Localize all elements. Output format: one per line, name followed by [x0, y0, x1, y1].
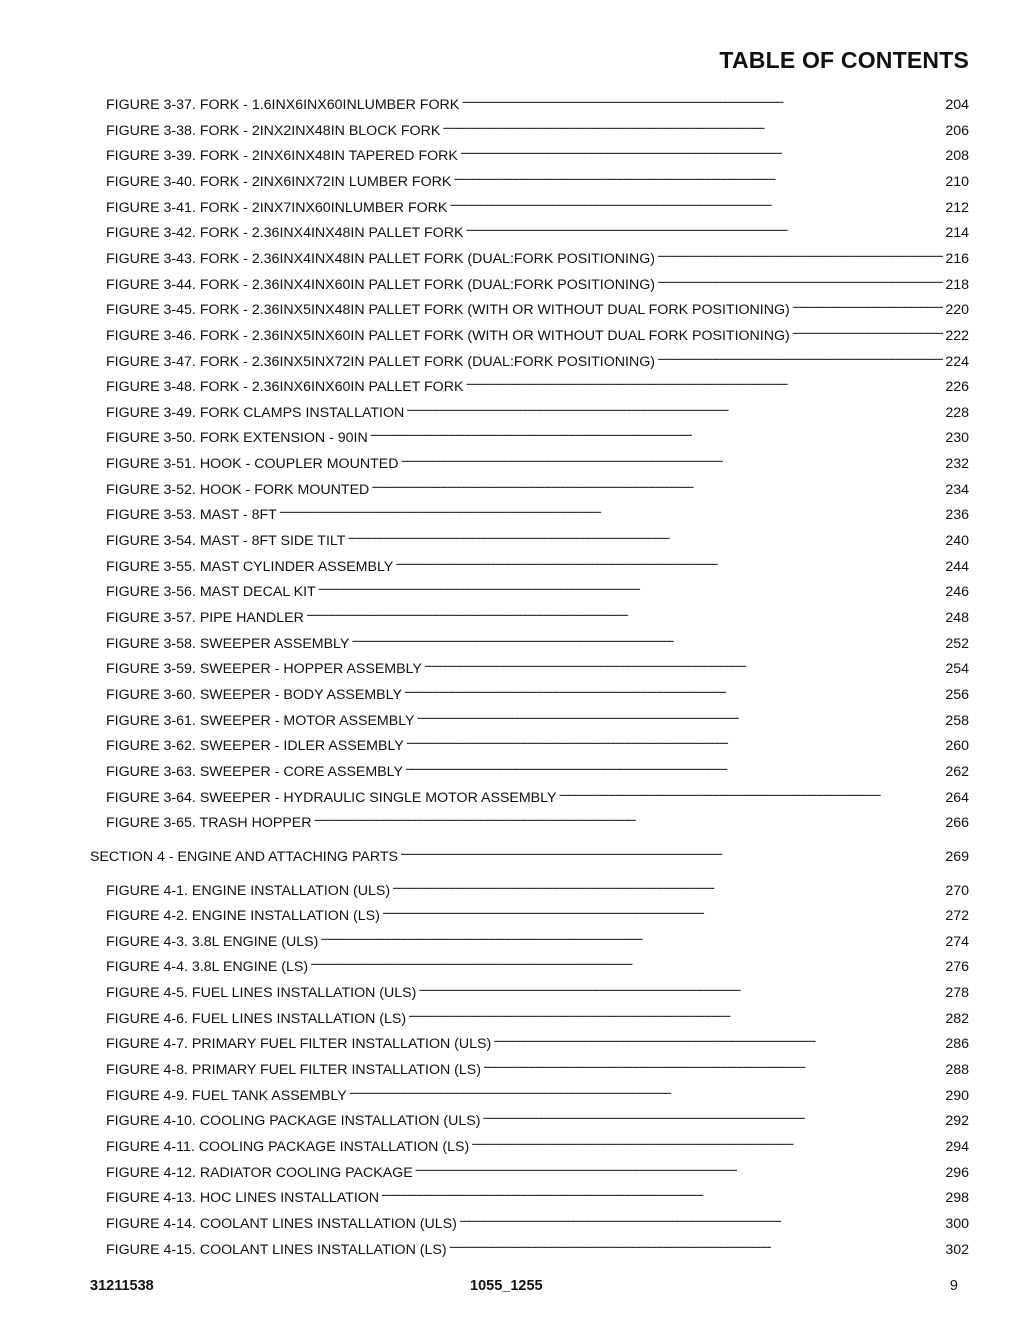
toc-entry-label: FIGURE 4-1. ENGINE INSTALLATION (ULS) — [106, 882, 391, 899]
toc-entry-page: 294 — [945, 1139, 969, 1155]
toc-entry-label: FIGURE 4-13. HOC LINES INSTALLATION — [106, 1190, 380, 1207]
dot-leader — [408, 1005, 943, 1023]
toc-entry-label: FIGURE 3-46. FORK - 2.36INX5INX60IN PALLET FORK (WITH OR WITHOUT DUAL FORK POSITIONING) — [106, 327, 790, 344]
toc-entry[interactable] — [106, 168, 969, 190]
dot-leader — [453, 168, 943, 186]
dot-leader — [347, 527, 943, 545]
toc-entry[interactable] — [106, 1133, 969, 1155]
toc-entry-label: FIGURE 3-58. SWEEPER ASSEMBLY — [106, 635, 350, 652]
toc-entry[interactable] — [106, 1236, 969, 1258]
dot-leader — [657, 271, 943, 289]
dot-leader — [442, 117, 943, 135]
toc-entry[interactable] — [106, 655, 969, 678]
dot-leader — [310, 953, 943, 971]
toc-entry[interactable] — [106, 142, 969, 165]
toc-entry-page: 216 — [945, 250, 969, 267]
dot-leader — [460, 142, 943, 160]
toc-entry-label: FIGURE 4-6. FUEL LINES INSTALLATION (LS) — [106, 1010, 407, 1027]
toc-entry-label: FIGURE 3-39. FORK - 2INX6INX48IN TAPERED FORK — [106, 148, 458, 165]
toc-entry-label: FIGURE 3-50. FORK EXTENSION - 90IN — [106, 430, 368, 447]
toc-entry-label: SECTION 4 - ENGINE AND ATTACHING PARTS — [90, 848, 398, 865]
dot-leader — [465, 219, 943, 237]
toc-entry-page: 240 — [945, 533, 969, 549]
toc-entry[interactable] — [106, 219, 969, 242]
toc-entry-page: 286 — [945, 1036, 969, 1053]
toc-entry-page: 234 — [945, 481, 969, 498]
toc-entry-label: FIGURE 3-48. FORK - 2.36INX6INX60IN PALLET FORK — [106, 379, 464, 396]
toc-entry-page: 204 — [945, 97, 969, 113]
toc-entry-page: 228 — [945, 404, 969, 421]
toc-entry[interactable] — [106, 348, 969, 370]
toc-entry[interactable] — [106, 399, 969, 421]
toc-entry[interactable] — [106, 630, 969, 652]
toc-entry-label: FIGURE 3-53. MAST - 8FT — [106, 507, 277, 524]
toc-entry[interactable] — [106, 707, 969, 729]
toc-entry-page: 244 — [945, 558, 969, 575]
toc-entry[interactable] — [106, 604, 969, 626]
toc-entry-label: FIGURE 3-51. HOOK - COUPLER MOUNTED — [106, 456, 399, 473]
toc-entry-page: 248 — [945, 610, 969, 626]
toc-entry-label: FIGURE 3-38. FORK - 2INX2INX48IN BLOCK FORK — [106, 122, 441, 139]
toc-entry[interactable] — [106, 902, 969, 925]
toc-entry[interactable] — [106, 928, 969, 950]
toc-entry-label: FIGURE 3-62. SWEEPER - IDLER ASSEMBLY — [106, 738, 404, 755]
toc-entry-label: FIGURE 3-43. FORK - 2.36INX4INX48IN PALLET FORK (DUAL:FORK POSITIONING) — [106, 250, 655, 267]
toc-entry-page: 230 — [945, 430, 969, 447]
dot-leader — [792, 296, 944, 314]
dot-leader — [318, 578, 944, 596]
toc-entry[interactable] — [106, 784, 969, 806]
footer-page-number: 9 — [949, 1278, 958, 1294]
toc-entry-label: FIGURE 3-61. SWEEPER - MOTOR ASSEMBLY — [106, 712, 415, 729]
toc-entry[interactable] — [106, 91, 969, 113]
toc-entry-label: FIGURE 4-15. COOLANT LINES INSTALLATION (LS) — [106, 1241, 447, 1258]
toc-entry-page: 212 — [945, 199, 969, 216]
toc-entry-page: 236 — [945, 507, 969, 524]
dot-leader — [415, 1159, 944, 1177]
toc-entry-label: FIGURE 4-7. PRIMARY FUEL FILTER INSTALLATION (ULS) — [106, 1036, 492, 1053]
dot-leader — [382, 902, 944, 920]
toc-entry[interactable] — [106, 194, 969, 216]
dot-leader — [320, 928, 943, 946]
toc-entry[interactable] — [106, 1005, 969, 1027]
toc-entry-label: FIGURE 3-57. PIPE HANDLER — [106, 610, 304, 626]
toc-entry-page: 218 — [945, 276, 969, 293]
toc-entry-page: 276 — [945, 959, 969, 976]
dot-leader — [792, 322, 944, 340]
toc-entry-page: 272 — [945, 908, 969, 925]
dot-leader — [406, 399, 943, 417]
toc-entry-label: FIGURE 3-60. SWEEPER - BODY ASSEMBLY — [106, 686, 402, 703]
dot-leader — [395, 553, 943, 571]
toc-entry[interactable] — [106, 732, 969, 755]
toc-entry[interactable] — [106, 953, 969, 976]
toc-entry-label: FIGURE 3-44. FORK - 2.36INX4INX60IN PALLET FORK (DUAL:FORK POSITIONING) — [106, 276, 655, 293]
toc-entry[interactable] — [106, 1030, 969, 1053]
toc-entry[interactable] — [106, 271, 969, 293]
toc-entry-page: 274 — [945, 933, 969, 950]
dot-leader — [471, 1133, 943, 1151]
dot-leader — [657, 245, 943, 263]
toc-entry-page: 210 — [945, 174, 969, 190]
toc-entry-page: 232 — [945, 456, 969, 473]
toc-entry-label: FIGURE 4-2. ENGINE INSTALLATION (LS) — [106, 908, 380, 925]
toc-entry-page: 260 — [945, 738, 969, 755]
toc-entry-page: 298 — [945, 1190, 969, 1207]
dot-leader — [314, 809, 944, 827]
toc-entry-label: FIGURE 3-54. MAST - 8FT SIDE TILT — [106, 533, 346, 549]
dot-leader — [392, 877, 943, 895]
dot-leader — [493, 1030, 943, 1048]
toc-entry-page: 266 — [945, 815, 969, 832]
toc-entry-page: 278 — [945, 985, 969, 1002]
toc-entry-page: 290 — [945, 1087, 969, 1104]
dot-leader — [424, 655, 943, 673]
toc-entry[interactable] — [106, 877, 969, 899]
dot-leader — [404, 681, 943, 699]
toc-entry-label: FIGURE 4-3. 3.8L ENGINE (ULS) — [106, 933, 319, 950]
toc-entry-page: 264 — [945, 789, 969, 806]
dot-leader — [465, 373, 943, 391]
toc-entry-label: FIGURE 3-63. SWEEPER - CORE ASSEMBLY — [106, 763, 403, 780]
toc-entry-page: 292 — [945, 1113, 969, 1130]
toc-entry-page: 300 — [945, 1216, 969, 1232]
dot-leader — [370, 424, 944, 442]
toc-entry-page: 224 — [945, 353, 969, 370]
toc-entry[interactable] — [106, 450, 969, 473]
toc-entry[interactable] — [106, 553, 969, 575]
dot-leader — [459, 1210, 944, 1228]
toc-entry-label: FIGURE 3-56. MAST DECAL KIT — [106, 584, 316, 601]
dot-leader — [657, 348, 943, 366]
toc-entry-label: FIGURE 3-52. HOOK - FORK MOUNTED — [106, 481, 370, 498]
toc-entry-page: 226 — [945, 379, 969, 396]
toc-entry[interactable] — [106, 245, 969, 267]
toc-section-entry[interactable] — [90, 843, 969, 865]
dot-leader — [381, 1184, 943, 1202]
toc-entry[interactable] — [106, 1056, 969, 1078]
toc-entry-page: 288 — [945, 1062, 969, 1078]
dot-leader — [400, 843, 943, 861]
page-title: TABLE OF CONTENTS — [719, 47, 969, 73]
toc-entry-page: 302 — [945, 1241, 969, 1258]
toc-entry[interactable] — [106, 809, 969, 832]
footer-part-number: 31211538 — [90, 1278, 154, 1294]
toc-entry-label: FIGURE 4-9. FUEL TANK ASSEMBLY — [106, 1087, 347, 1104]
toc-entry[interactable] — [106, 117, 969, 139]
dot-leader — [400, 450, 943, 468]
dot-leader — [449, 1236, 944, 1254]
toc-entry[interactable] — [106, 758, 969, 780]
toc-entry-label: FIGURE 4-10. COOLING PACKAGE INSTALLATION (ULS) — [106, 1113, 481, 1130]
toc-entry-page: 270 — [945, 882, 969, 899]
toc-entry-label: FIGURE 3-55. MAST CYLINDER ASSEMBLY — [106, 558, 394, 575]
toc-entry[interactable] — [106, 322, 969, 344]
dot-leader — [351, 630, 943, 648]
toc-entry-page: 206 — [945, 122, 969, 139]
toc-entry-label: FIGURE 3-64. SWEEPER - HYDRAULIC SINGLE MOTOR ASSEMBLY — [106, 789, 557, 806]
toc-entry-page: 258 — [945, 712, 969, 729]
toc-entry[interactable] — [106, 527, 969, 549]
dot-leader — [279, 501, 944, 519]
dot-leader — [349, 1082, 944, 1100]
toc-entry-label: FIGURE 3-37. FORK - 1.6INX6INX60INLUMBER FORK — [106, 97, 460, 113]
dot-leader — [558, 784, 943, 802]
dot-leader — [306, 604, 943, 622]
toc-entry[interactable] — [106, 1082, 969, 1104]
toc-entry-page: 246 — [945, 584, 969, 601]
dot-leader — [449, 194, 943, 212]
toc-entry[interactable] — [106, 476, 969, 498]
toc-entry-page: 208 — [945, 148, 969, 165]
toc-entry-label: FIGURE 3-40. FORK - 2INX6INX72IN LUMBER FORK — [106, 174, 452, 190]
toc-entry-label: FIGURE 4-14. COOLANT LINES INSTALLATION (ULS) — [106, 1216, 457, 1232]
toc-entry-label: FIGURE 4-11. COOLING PACKAGE INSTALLATION (LS) — [106, 1139, 470, 1155]
toc-entry[interactable] — [106, 296, 969, 319]
toc-entry-page: 220 — [945, 302, 969, 319]
toc-entry-label: FIGURE 3-65. TRASH HOPPER — [106, 815, 312, 832]
toc-entry[interactable] — [106, 424, 969, 447]
toc-entry-label: FIGURE 3-47. FORK - 2.36INX5INX72IN PALLET FORK (DUAL:FORK POSITIONING) — [106, 353, 655, 370]
toc-entry-label: FIGURE 3-42. FORK - 2.36INX4INX48IN PALLET FORK — [106, 225, 464, 242]
toc-entry-page: 282 — [945, 1010, 969, 1027]
toc-entry[interactable] — [106, 1184, 969, 1207]
dot-leader — [482, 1107, 943, 1125]
toc-entry[interactable] — [106, 578, 969, 601]
dot-leader — [418, 979, 943, 997]
footer-model: 1055_1255 — [470, 1278, 543, 1294]
toc-entry[interactable] — [106, 681, 969, 703]
toc-entry-label: FIGURE 4-12. RADIATOR COOLING PACKAGE — [106, 1164, 413, 1181]
dot-leader — [417, 707, 944, 725]
toc-entry-page: 222 — [945, 327, 969, 344]
dot-leader — [483, 1056, 943, 1074]
toc-entry-label: FIGURE 3-41. FORK - 2INX7INX60INLUMBER FORK — [106, 199, 448, 216]
toc-entry-label: FIGURE 4-5. FUEL LINES INSTALLATION (ULS) — [106, 985, 417, 1002]
toc-entry[interactable] — [106, 1159, 969, 1181]
toc-entry-label: FIGURE 3-59. SWEEPER - HOPPER ASSEMBLY — [106, 661, 422, 678]
toc-entry[interactable] — [106, 1107, 969, 1130]
toc-entry-page: 296 — [945, 1164, 969, 1181]
toc-entry-label: FIGURE 3-49. FORK CLAMPS INSTALLATION — [106, 404, 405, 421]
dot-leader — [406, 732, 944, 750]
toc-entry-page: 262 — [945, 763, 969, 780]
dot-leader — [405, 758, 943, 776]
toc-entry[interactable] — [106, 1210, 969, 1232]
toc-entry[interactable] — [106, 979, 969, 1002]
toc-entry-page: 254 — [945, 661, 969, 678]
toc-entry[interactable] — [106, 373, 969, 396]
toc-entry-page: 214 — [945, 225, 969, 242]
dot-leader — [371, 476, 943, 494]
toc-entry-page: 269 — [945, 848, 969, 865]
toc-entry-label: FIGURE 3-45. FORK - 2.36INX5INX48IN PALLET FORK (WITH OR WITHOUT DUAL FORK POSITIONING) — [106, 302, 790, 319]
toc-entry-label: FIGURE 4-4. 3.8L ENGINE (LS) — [106, 959, 309, 976]
toc-entry[interactable] — [106, 501, 969, 524]
dot-leader — [461, 91, 943, 109]
toc-entry-page: 252 — [945, 635, 969, 652]
toc-entry-label: FIGURE 4-8. PRIMARY FUEL FILTER INSTALLATION (LS) — [106, 1062, 481, 1078]
toc-entry-page: 256 — [945, 686, 969, 703]
